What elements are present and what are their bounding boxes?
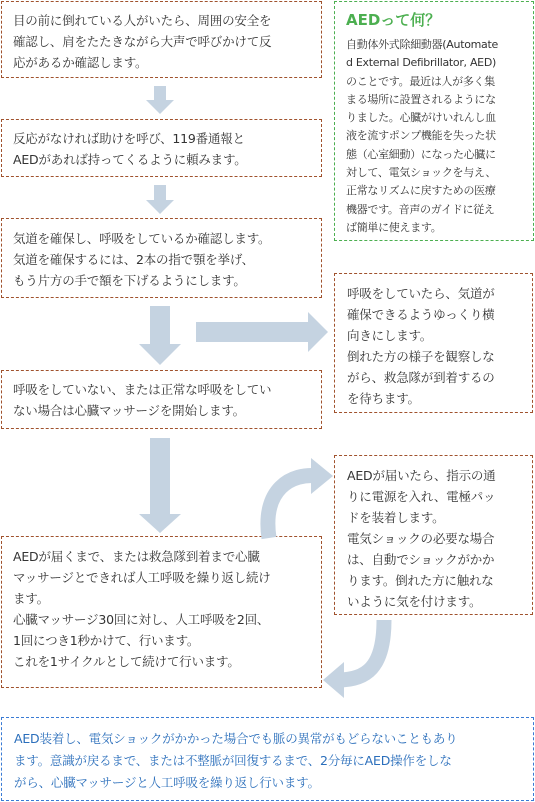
curved-arrow-up-head <box>311 458 333 494</box>
down-arrow-3 <box>139 306 181 365</box>
step-5-box: AEDが届くまで、または救急隊到着まで心臓 マッサージとできれば人工呼吸を繰り返し続け ます。 心臓マッサージ30回に対し、人工呼吸を2回、 1回につき1秒かけて、行います。 これを1サイクルとして続けて行います。 <box>1 536 322 688</box>
aed-info-title: AEDって何？ <box>346 11 441 29</box>
right-arrow <box>196 312 328 352</box>
step-1-box: 目の前に倒れている人がいたら、周囲の安全を 確認し、肩をたたきながら大声で呼びかけて反 応があるか確認します。 <box>1 1 322 78</box>
curved-arrow-back-head <box>323 662 344 698</box>
curved-arrow-back <box>338 620 384 680</box>
down-arrow-1 <box>146 86 174 114</box>
step-3-box: 気道を確保し、呼吸をしているか確認します。 気道を確保するには、2本の指で顎を挙げ、 もう片方の手で額を下げるようにします。 <box>1 218 322 298</box>
recovery-position-box: 呼吸をしていたら、気道が 確保できるようゆっくり横 向きにします。 倒れた方の様子を観察しな がら、救急隊が到着するの を待ちます。 <box>334 273 533 413</box>
final-note-box: AED装着し、電気ショックがかかった場合でも脈の異常がもどらないこともあり ます。意識が戻るまで、または不整脈が回復するまで、2分毎にAED操作をしな がら、心臓マッサージと人工呼吸を繰り返し行います。 <box>1 717 534 801</box>
down-arrow-4 <box>139 438 181 533</box>
aed-info-body: 自動体外式除細動器(Automate d External Defibrillator, AED) のことです。最近は人が多く集 まる場所に設置されるようにな りました。心臓がけいれんし血 液を流すポンプ機能を失った状 態（心室細動）になった心臓に 対して、電気ショックを与え、 正常なリズムに戻すための医療 機器です。音声のガイドに従え ば簡単に使えます。 <box>346 38 498 234</box>
aed-arrival-box: AEDが届いたら、指示の通 りに電源を入れ、電極パッ ドを装着します。 電気ショックの必要な場合 は、自動でショックがかか ります。倒れた方に触れな いように気を付けます。 <box>334 455 533 615</box>
down-arrow-2 <box>146 185 174 214</box>
step-2-box: 反応がなければ助けを呼び、119番通報と AEDがあれば持ってくるように頼みます。 <box>1 119 322 177</box>
step-4-box: 呼吸をしていない、または正常な呼吸をしてい ない場合は心臓マッサージを開始します。 <box>1 370 322 429</box>
